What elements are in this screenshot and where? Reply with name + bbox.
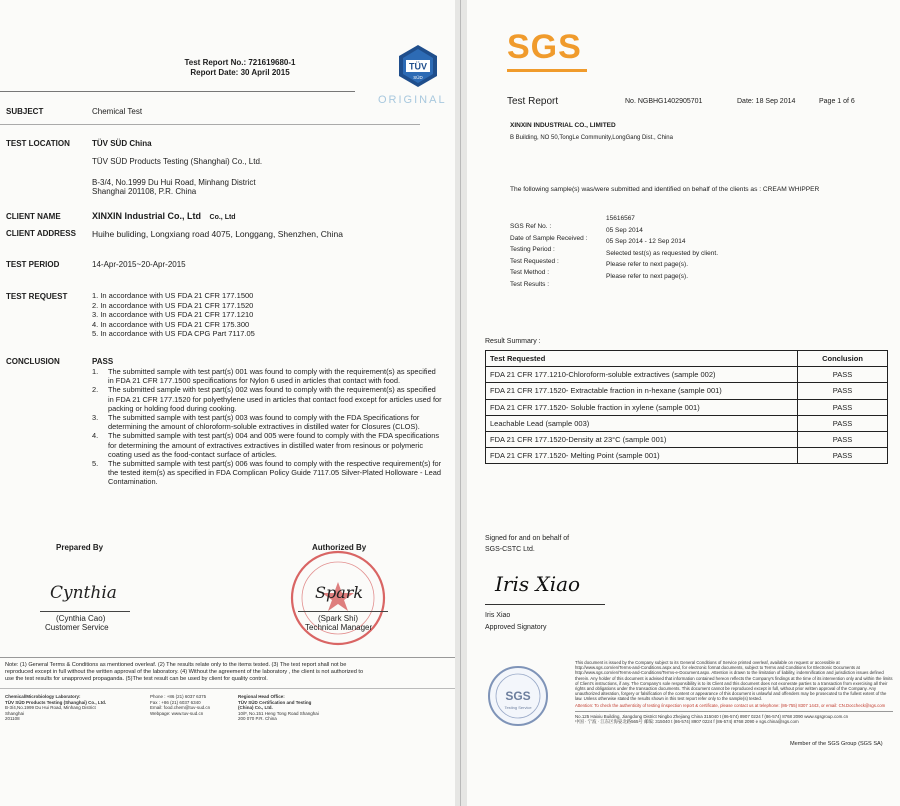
sgs-logo-bar (507, 69, 587, 72)
conclusion-cell: PASS (798, 448, 888, 464)
client-name-label: CLIENT NAME (6, 212, 61, 221)
conclusion-list (92, 367, 442, 487)
test-requested-cell: FDA 21 CFR 177.1520- Extractable fraction in n-hexane (sample 001) (486, 383, 798, 399)
divider-rule (0, 124, 420, 125)
test-request-label: TEST REQUEST (6, 292, 68, 301)
conclusion-cell: PASS (798, 399, 888, 415)
attention-text: Attention: To check the authenticity of testing /inspection report & certificate, please contact us at telephone: (86-755) 8307 1443, or email: CN.Doccheck@sgs.com (575, 702, 886, 708)
footer-line: Phone : +86 (21) 6037 6375 (150, 694, 207, 699)
signed-company: SGS-CSTC Ltd. (485, 546, 535, 553)
list-item-number: 5. (92, 459, 99, 469)
preparer-role: Customer Service (45, 623, 109, 632)
sgs-stamp-text: SGS (505, 689, 531, 703)
footer-contact (150, 694, 210, 716)
report-header (150, 58, 330, 78)
client-name-suffix: Co., Ltd (209, 214, 236, 221)
subject-value: Chemical Test (92, 107, 143, 116)
list-item-number: 4. (92, 431, 99, 441)
table-row (486, 367, 888, 383)
test-requested-cell: FDA 21 CFR 177.1520- Soluble fraction in xylene (sample 001) (486, 399, 798, 415)
signature-line (40, 611, 130, 612)
footer-line: Webpage: www.tuv-sud.cn (150, 710, 204, 716)
signer-role: Approved Signatory (485, 624, 547, 631)
list-item-text: The submitted sample with test part(s) 006 was found to comply with the respective requirement(s) for the tested item(s) as specified in FDA Complican Policy Guide 7117.05 Silver-Plated Holloware - Lead Contamination. (108, 459, 442, 487)
client-company: XINXIN INDUSTRIAL CO., LIMITED (510, 122, 616, 129)
footer-rule (0, 688, 455, 689)
client-name (92, 211, 236, 223)
tuv-logo-icon (396, 44, 440, 88)
note-line: Note: (1) General Terms & Conditions as mentioned overleaf. (2) The results relate only to the items tested. (3) The test report shall not be (5, 662, 347, 668)
subject-label: SUBJECT (6, 107, 44, 116)
report-date: Date: 18 Sep 2014 (737, 98, 796, 105)
footer-line: (China) Co., Ltd. (238, 705, 273, 710)
sgs-disclaimer (575, 660, 893, 725)
footer-rule (575, 711, 893, 712)
test-location-label: TEST LOCATION (6, 139, 70, 148)
note-line: reproduced except in full without the written approval of the laboratory. (4) Without the agreement of the laboratory , the client is not authorized to (5, 669, 364, 675)
table-header: Conclusion (798, 351, 888, 367)
footer-line: TÜV SÜD Products Testing (Shanghai) Co., Ltd. (5, 699, 107, 705)
field-row (510, 272, 689, 288)
list-item (92, 385, 442, 413)
field-value: 05 Sep 2014 - 12 Sep 2014 (606, 238, 686, 246)
field-label: Date of Sample Received : (510, 234, 588, 242)
client-address: B Building, NO 50,TongLe Community,LongGang Dist., China (510, 135, 673, 141)
field-label: Testing Period : (510, 246, 555, 254)
conclusion-cell: PASS (798, 415, 888, 431)
header-rule (0, 91, 355, 92)
sgs-stamp-icon (487, 665, 549, 727)
list-item-number: 2. (92, 385, 99, 395)
table-row (486, 415, 888, 431)
authorized-by-label: Authorized By (312, 543, 367, 552)
report-title: Test Report (507, 96, 559, 107)
list-item (92, 413, 442, 431)
test-location-name: TÜV SÜD China (92, 139, 152, 148)
list-item: 3. In accordance with US FDA 21 CFR 177.1210 (92, 310, 254, 319)
conclusion-result: PASS (92, 357, 114, 366)
field-label: Test Results : (510, 280, 550, 288)
list-item-text: The submitted sample with test part(s) 003 was found to comply with the FDA Specifications for determining the amount of chloroform-soluble extractives in distilled water for Closures (CLOS). (108, 413, 420, 432)
footer-note (5, 662, 363, 683)
table-row (486, 383, 888, 399)
field-row (510, 215, 635, 230)
authorizer-signature: Spark (315, 583, 364, 602)
footer-line: 200 070 P.R. China (238, 716, 277, 721)
footer-line: TÜV SÜD Certification and Testing (238, 699, 312, 705)
test-location-line: TÜV SÜD Products Testing (Shanghai) Co., Ltd. (92, 157, 263, 166)
signature-line (485, 604, 605, 605)
footer-head-office (238, 694, 319, 722)
sgs-logo-text: SGS (507, 28, 582, 66)
list-item (92, 459, 442, 487)
field-value: 05 Sep 2014 (606, 226, 643, 234)
list-item: 1. In accordance with US FDA 21 CFR 177.1500 (92, 291, 254, 300)
tuv-logo-sub: SÜD (413, 75, 423, 80)
list-item-text: The submitted sample with test part(s) 001 was found to comply with the requirement(s) as specified in FDA 21 CFR 177.1500 specifications for Nylon 6 used in articles that contact with food. (108, 367, 436, 386)
test-requested-cell: Leachable Lead (sample 003) (486, 415, 798, 431)
signature-line (298, 611, 388, 612)
test-requested-cell: FDA 21 CFR 177.1210-Chloroform-soluble extractives (sample 002) (486, 367, 798, 383)
address-english: No.125 Haixiu Building, Jiangdong District Ningbo Zhejiang China 315040 t (86-574) 8907 0224 f (86-574) 8768 2090 www.sgsgroup.com.cn (575, 713, 849, 719)
member-note: Member of the SGS Group (SGS SA) (790, 741, 883, 747)
field-label: SGS Ref No. : (510, 223, 552, 230)
field-row (510, 261, 689, 277)
list-item-text: The submitted sample with test part(s) 004 and 005 were found to comply with the FDA specifications for determining the amount of extractives extractives in distilled water from resinous or polymeric coating used as the food-contact surface of articles. (108, 431, 440, 459)
footer-line: Chemical/Microbiology Laboratory: (5, 694, 81, 699)
signed-for-line: Signed for and on behalf of (485, 535, 570, 542)
sgs-logo (507, 28, 587, 72)
sample-fields (510, 215, 719, 288)
authorizer-role: Technical Manager (305, 623, 373, 632)
conclusion-cell: PASS (798, 383, 888, 399)
field-label: Test Method : (510, 269, 550, 277)
footer-line: 10/F, No.151 Heng Tong Road Shanghai (238, 710, 319, 716)
list-item: 2. In accordance with US FDA 21 CFR 177.1520 (92, 300, 254, 310)
list-item-text: The submitted sample with test part(s) 002 was found to comply with the requirement(s) as specified in FDA 21 CFR 177.1520 for polyethylene used in articles that contact food except for articles used for packing or holding food during cooking. (108, 385, 442, 413)
conclusion-cell: PASS (798, 431, 888, 447)
footer-line: Shanghai (5, 710, 25, 716)
prepared-by-label: Prepared By (56, 543, 104, 552)
footer-line: 201108 (5, 716, 20, 721)
field-label: Test Requested : (510, 257, 559, 265)
tuv-logo-text: TÜV (409, 61, 427, 72)
test-request-list (92, 291, 255, 339)
field-value: Please refer to next page(s). (606, 272, 689, 280)
preparer-name: (Cynthia Cao) (56, 614, 106, 623)
page-number: Page 1 of 6 (819, 98, 855, 105)
disclaimer-text: This document is issued by the Company subject to its General Conditions of Service printed overleaf, available on request or accessible at http://www.sgs.com/en/Terms-and-Conditions.aspx and, for electronic format documents, subject to Terms and Conditions for Electronic Documents at http://www.sgs.com/en/Terms-and-Conditions/Terms-e-Document.aspx. Attention is drawn to the limitation of liability, indemnification and jurisdiction issues defined therein. Any holder of this document is advised that information contained hereon reflects the Company's findings at the time of its intervention only and within the limits of Client's instructions, if any. The Company's sole responsibility is to its Client and this document does not exonerate parties to a transaction from exercising all their rights and obligations under the transaction documents. This document cannot be reproduced except in full, without prior written approval of the Company. Any unauthorized alteration, forgery or falsification of the content or appearance of this document is unlawful and offenders may be prosecuted to the fullest extent of the law. Unless otherwise stated the results shown in this test report refer only to the sample(s) tested. (575, 660, 893, 702)
footer-line: Regional Head Office: (238, 694, 285, 699)
list-item: 4. In accordance with US FDA 21 CFR 175.300 (92, 319, 250, 329)
test-location-line: Shanghai 201108, P.R. China (92, 187, 197, 196)
table-header: Test Requested (486, 351, 798, 367)
sample-intro: The following sample(s) was/were submitted and identified on behalf of the clients as : CREAM WHIPPER (510, 186, 820, 193)
footer-lab-address (5, 694, 106, 722)
report-date: Report Date: 30 April 2015 (190, 68, 290, 77)
signer-name: Iris Xiao (485, 612, 511, 619)
field-value: Please refer to next page(s). (606, 261, 689, 269)
conclusion-cell: PASS (798, 367, 888, 383)
footer-line: Fax : +86 (21) 6037 6340 (150, 699, 201, 705)
footer-line: B-3/4,No.1999 Du Hui Road, Minhang District (5, 705, 96, 710)
client-address-label: CLIENT ADDRESS (6, 229, 76, 238)
test-period: 14-Apr-2015~20-Apr-2015 (92, 260, 186, 269)
list-item-number: 3. (92, 413, 99, 423)
client-address: Huihe buliding, Longxiang road 4075, Longgang, Shenzhen, China (92, 229, 343, 239)
approver-signature: Iris Xiao (495, 572, 581, 596)
footer-rule (0, 657, 455, 658)
report-number: No. NGBHG1402905701 (625, 98, 703, 105)
sgs-stamp-sub: Testing Service (504, 705, 532, 710)
field-value: 15616567 (606, 215, 635, 222)
list-item (92, 431, 442, 459)
table-row (486, 448, 888, 464)
list-item (92, 367, 442, 385)
result-summary-table (485, 350, 888, 464)
test-location-line: B-3/4, No.1999 Du Hui Road, Minhang District (92, 178, 256, 187)
conclusion-label: CONCLUSION (6, 357, 60, 366)
authorizer-name: (Spark Shi) (318, 614, 359, 623)
client-name-text: XINXIN Industrial Co., Ltd (92, 211, 202, 221)
table-header-row (486, 351, 888, 367)
field-value: Selected test(s) as requested by client. (606, 249, 719, 257)
table-row (486, 431, 888, 447)
footer-line: Email: food.chem@tuv-sud.cn (150, 705, 211, 710)
test-period-label: TEST PERIOD (6, 260, 60, 269)
test-requested-cell: FDA 21 CFR 177.1520-Density at 23°C (sample 001) (486, 431, 798, 447)
result-summary-label: Result Summary : (485, 338, 541, 345)
table-row (486, 399, 888, 415)
report-number: Test Report No.: 721619680-1 (184, 58, 296, 67)
sgs-report-page (467, 0, 900, 806)
address-chinese: 中国 · 宁波 · 江东区海晏北路565号 邮编: 315040 t (86-574) 8907 0224 f (86-574) 8768 2090 e sgs.china@sgs.com (575, 719, 799, 725)
note-line: use the test results for unapproved propaganda. (5)The test result can be used by client for quality control. (5, 676, 268, 682)
list-item-number: 1. (92, 367, 99, 376)
list-item: 5. In accordance with US FDA CPG Part 7117.05 (92, 329, 255, 338)
preparer-signature: Cynthia (50, 583, 117, 603)
page-divider (455, 0, 467, 806)
test-requested-cell: FDA 21 CFR 177.1520- Melting Point (sample 001) (486, 448, 798, 464)
original-watermark: ORIGINAL (378, 94, 447, 106)
